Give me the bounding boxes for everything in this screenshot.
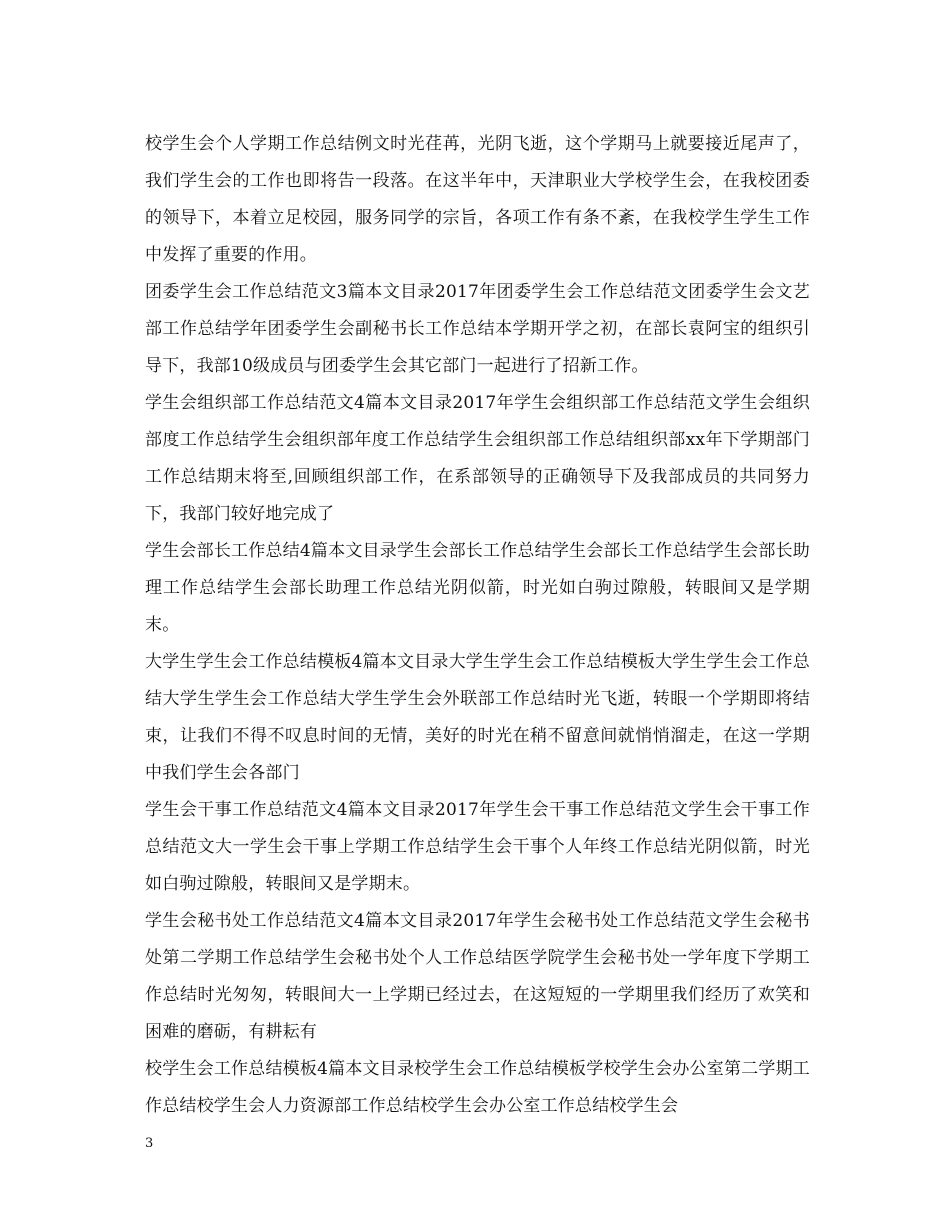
paragraph-1: 校学生会个人学期工作总结例文时光荏苒，光阴飞逝，这个学期马上就要接近尾声了，我们学生会的工作也即将告一段落。在这半年中，天津职业大学校学生会，在我校团委的领导下，本着立足校园，服务同学的宗旨，各项工作有条不紊，在我校学生学生工作中发挥了重要的作用。 xyxy=(145,134,810,265)
paragraph-4: 学生会部长工作总结4篇本文目录学生会部长工作总结学生会部长工作总结学生会部长助理工作总结学生会部长助理工作总结光阴似箭，时光如白驹过隙般，转眼间又是学期末。 xyxy=(145,541,810,635)
paragraph-7: 学生会秘书处工作总结范文4篇本文目录2017年学生会秘书处工作总结范文学生会秘书处第二学期工作总结学生会秘书处个人工作总结医学院学生会秘书处一学年度下学期工作总结时光匆匆，转眼间大一上学期已经过去，在这短短的一学期里我们经历了欢笑和困难的磨砺，有耕耘有 xyxy=(145,911,810,1042)
paragraph-3: 学生会组织部工作总结范文4篇本文目录2017年学生会组织部工作总结范文学生会组织部度工作总结学生会组织部年度工作总结学生会组织部工作总结组织部xx年下学期部门工作总结期末将至,回顾组织部工作，在系部领导的正确领导下及我部成员的共同努力下，我部门较好地完成了 xyxy=(145,393,810,524)
paragraph-2: 团委学生会工作总结范文3篇本文目录2017年团委学生会工作总结范文团委学生会文艺部工作总结学年团委学生会副秘书长工作总结本学期开学之初，在部长袁阿宝的组织引导下，我部10级成员与团委学生会其它部门一起进行了招新工作。 xyxy=(145,282,810,376)
document-body xyxy=(145,126,810,1125)
paragraph-5: 大学生学生会工作总结模板4篇本文目录大学生学生会工作总结模板大学生学生会工作总结大学生学生会工作总结大学生学生会外联部工作总结时光飞逝，转眼一个学期即将结束，让我们不得不叹息时间的无情，美好的时光在稍不留意间就悄悄溜走，在这一学期中我们学生会各部门 xyxy=(145,652,810,783)
page-number: 3 xyxy=(145,1136,154,1151)
paragraph-6: 学生会干事工作总结范文4篇本文目录2017年学生会干事工作总结范文学生会干事工作总结范文大一学生会干事上学期工作总结学生会干事个人年终工作总结光阴似箭，时光如白驹过隙般，转眼间又是学期末。 xyxy=(145,800,810,894)
paragraph-8: 校学生会工作总结模板4篇本文目录校学生会工作总结模板学校学生会办公室第二学期工作总结校学生会人力资源部工作总结校学生会办公室工作总结校学生会 xyxy=(145,1059,810,1116)
